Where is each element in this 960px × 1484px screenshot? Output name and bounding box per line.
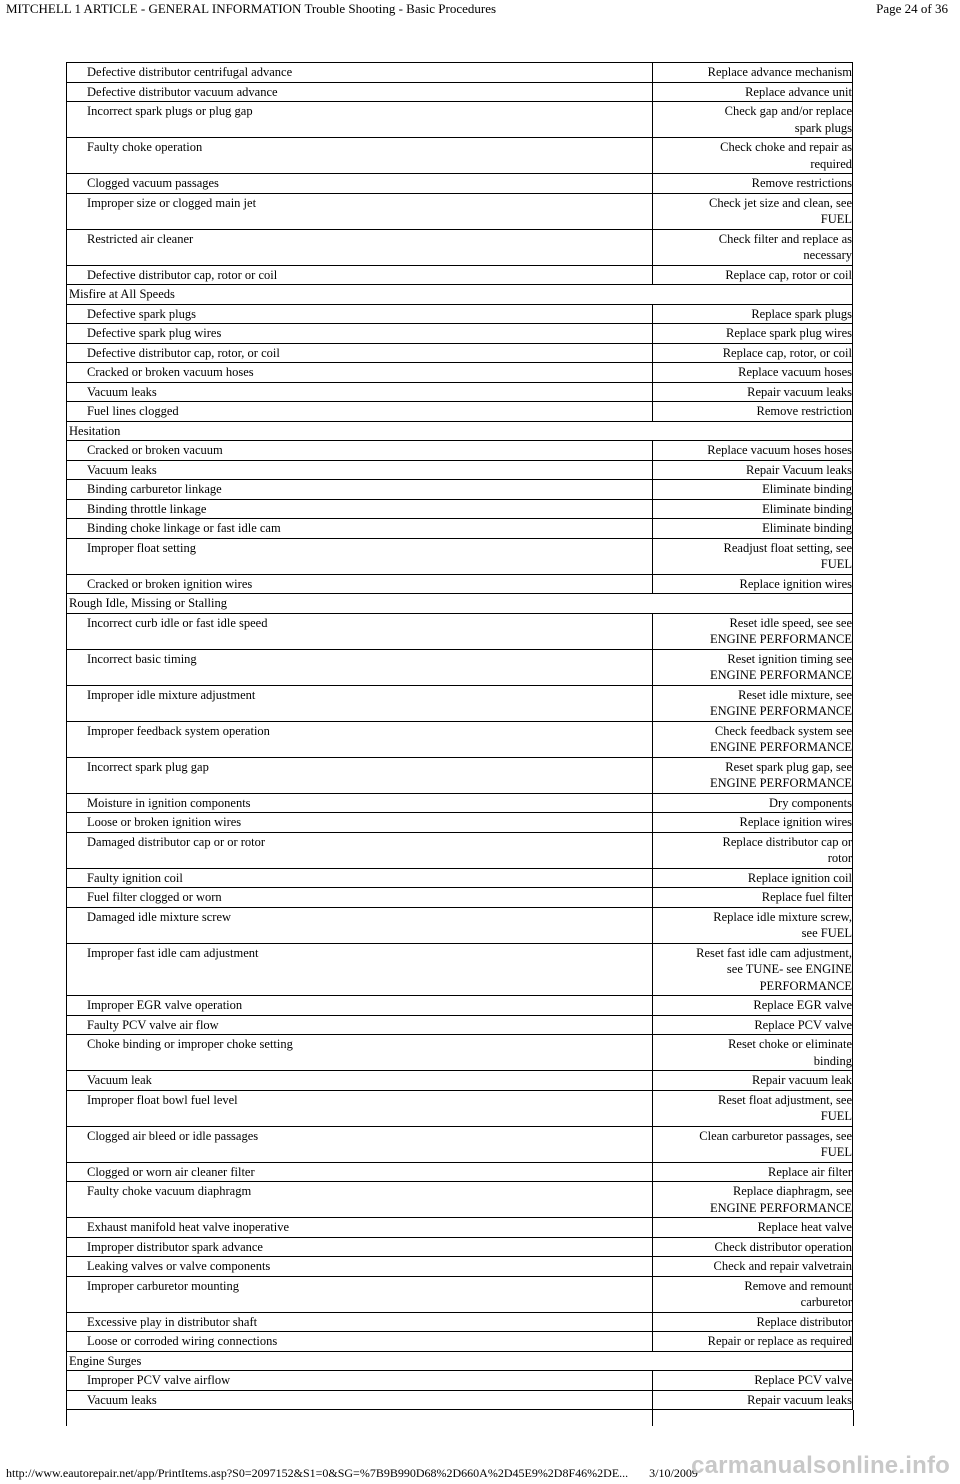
correction-cell: Reset idle mixture, see ENGINE PERFORMANCE: [653, 685, 853, 721]
cause-cell: Defective spark plug wires: [67, 324, 653, 344]
cause-cell: Fuel lines clogged: [67, 402, 653, 422]
table-tail: [66, 1410, 854, 1426]
cause-cell: Cracked or broken vacuum hoses: [67, 363, 653, 383]
footer-date: 3/10/2009: [649, 1466, 698, 1480]
table-row: [67, 324, 853, 344]
correction-cell: Eliminate binding: [653, 519, 853, 539]
troubleshooting-table: [66, 62, 853, 1410]
correction-cell: Replace PCV valve: [653, 1371, 853, 1391]
header-title: MITCHELL 1 ARTICLE - GENERAL INFORMATION Trouble Shooting - Basic Procedures: [6, 1, 497, 16]
table-row: [67, 229, 853, 265]
correction-cell: Reset idle speed, see see ENGINE PERFORMANCE: [653, 613, 853, 649]
cause-cell: Incorrect basic timing: [67, 649, 653, 685]
cause-cell: Binding carburetor linkage: [67, 480, 653, 500]
table-row: [67, 460, 853, 480]
table-row: [67, 402, 853, 422]
table-row: [67, 1332, 853, 1352]
correction-cell: Replace PCV valve: [653, 1015, 853, 1035]
cause-cell: Fuel filter clogged or worn: [67, 888, 653, 908]
cause-cell: Faulty choke vacuum diaphragm: [67, 1182, 653, 1218]
cause-cell: Clogged or worn air cleaner filter: [67, 1162, 653, 1182]
table-row: [67, 1390, 853, 1410]
correction-cell: Repair vacuum leaks: [653, 1390, 853, 1410]
correction-cell: Remove restrictions: [653, 174, 853, 194]
correction-cell: Reset float adjustment, see FUEL: [653, 1090, 853, 1126]
correction-cell: Repair or replace as required: [653, 1332, 853, 1352]
correction-cell: Replace vacuum hoses: [653, 363, 853, 383]
table-row: [67, 1035, 853, 1071]
table-row: [67, 888, 853, 908]
cause-cell: Binding throttle linkage: [67, 499, 653, 519]
category-row: [67, 594, 853, 614]
table-row: [67, 538, 853, 574]
cause-cell: Vacuum leaks: [67, 1390, 653, 1410]
correction-cell: Check distributor operation: [653, 1237, 853, 1257]
table-row: [67, 363, 853, 383]
correction-cell: Replace idle mixture screw, see FUEL: [653, 907, 853, 943]
correction-cell: Check filter and replace as necessary: [653, 229, 853, 265]
cause-cell: Loose or corroded wiring connections: [67, 1332, 653, 1352]
correction-cell: Reset spark plug gap, see ENGINE PERFORMANCE: [653, 757, 853, 793]
cause-cell: Damaged idle mixture screw: [67, 907, 653, 943]
correction-cell: Dry components: [653, 793, 853, 813]
cause-cell: Loose or broken ignition wires: [67, 813, 653, 833]
cause-cell: Damaged distributor cap or or rotor: [67, 832, 653, 868]
table-row: [67, 613, 853, 649]
table-row: [67, 574, 853, 594]
page-number: Page 24 of 36: [876, 1, 948, 16]
table-row: [67, 1071, 853, 1091]
category-row: [67, 1351, 853, 1371]
cause-cell: Defective distributor cap, rotor or coil: [67, 265, 653, 285]
cause-cell: Clogged vacuum passages: [67, 174, 653, 194]
correction-cell: Replace advance unit: [653, 82, 853, 102]
correction-cell: Readjust float setting, see FUEL: [653, 538, 853, 574]
cause-cell: Improper idle mixture adjustment: [67, 685, 653, 721]
cause-cell: Cracked or broken vacuum: [67, 441, 653, 461]
correction-cell: Replace spark plug wires: [653, 324, 853, 344]
correction-cell: Replace EGR valve: [653, 996, 853, 1016]
table-row: [67, 1257, 853, 1277]
correction-cell: Replace ignition wires: [653, 574, 853, 594]
correction-cell: Check and repair valvetrain: [653, 1257, 853, 1277]
table-row: [67, 1218, 853, 1238]
cause-cell: Improper float bowl fuel level: [67, 1090, 653, 1126]
cause-cell: Improper float setting: [67, 538, 653, 574]
cause-cell: Cracked or broken ignition wires: [67, 574, 653, 594]
cause-cell: Incorrect spark plug gap: [67, 757, 653, 793]
cause-cell: Defective spark plugs: [67, 304, 653, 324]
cause-cell: Improper carburetor mounting: [67, 1276, 653, 1312]
correction-cell: Replace air filter: [653, 1162, 853, 1182]
cause-cell: Restricted air cleaner: [67, 229, 653, 265]
category-row: [67, 421, 853, 441]
table-row: [67, 441, 853, 461]
table-row: [67, 265, 853, 285]
cause-cell: Improper feedback system operation: [67, 721, 653, 757]
correction-cell: Replace heat valve: [653, 1218, 853, 1238]
cause-cell: Improper size or clogged main jet: [67, 193, 653, 229]
table-row: [67, 868, 853, 888]
table-row: [67, 793, 853, 813]
table-row: [67, 480, 853, 500]
table-row: [67, 996, 853, 1016]
footer-url[interactable]: [6, 1466, 698, 1481]
table-row: [67, 1090, 853, 1126]
cause-cell: Clogged air bleed or idle passages: [67, 1126, 653, 1162]
table-row: [67, 1126, 853, 1162]
cause-cell: Improper distributor spark advance: [67, 1237, 653, 1257]
correction-cell: Replace cap, rotor or coil: [653, 265, 853, 285]
cause-cell: Faulty PCV valve air flow: [67, 1015, 653, 1035]
table-row: [67, 174, 853, 194]
correction-cell: Replace distributor cap or rotor: [653, 832, 853, 868]
cause-cell: Choke binding or improper choke setting: [67, 1035, 653, 1071]
correction-cell: Replace diaphragm, see ENGINE PERFORMANCE: [653, 1182, 853, 1218]
table-row: [67, 757, 853, 793]
cause-cell: Faulty ignition coil: [67, 868, 653, 888]
table-row: [67, 685, 853, 721]
table-row: [67, 649, 853, 685]
table-row: [67, 519, 853, 539]
category-label: Misfire at All Speeds: [67, 285, 853, 305]
table-row: [67, 63, 853, 83]
correction-cell: Check choke and repair as required: [653, 138, 853, 174]
cause-cell: Improper fast idle cam adjustment: [67, 943, 653, 996]
cause-cell: Vacuum leaks: [67, 460, 653, 480]
correction-cell: Repair vacuum leaks: [653, 382, 853, 402]
watermark-logo: carmanualsonline.info: [691, 1452, 950, 1479]
correction-cell: Reset fast idle cam adjustment, see TUNE- see ENGINE PERFORMANCE: [653, 943, 853, 996]
table-row: [67, 1162, 853, 1182]
table-row: [67, 102, 853, 138]
cause-cell: Faulty choke operation: [67, 138, 653, 174]
footer-url-link[interactable]: http://www.eautorepair.net/app/PrintItems.asp?S0=2097152&S1=0&SG=%7B9B990D68%2D660A%2D45E9%2D8F46%2DE...: [6, 1466, 629, 1480]
table-row: [67, 382, 853, 402]
cause-cell: Defective distributor centrifugal advance: [67, 63, 653, 83]
table-row: [67, 1182, 853, 1218]
table-tail-divider: [652, 1410, 653, 1426]
category-label: Rough Idle, Missing or Stalling: [67, 594, 853, 614]
table-row: [67, 1237, 853, 1257]
table-row: [67, 193, 853, 229]
cause-cell: Vacuum leak: [67, 1071, 653, 1091]
cause-cell: Incorrect curb idle or fast idle speed: [67, 613, 653, 649]
correction-cell: Replace vacuum hoses hoses: [653, 441, 853, 461]
table-row: [67, 1276, 853, 1312]
table-row: [67, 499, 853, 519]
cause-cell: Excessive play in distributor shaft: [67, 1312, 653, 1332]
correction-cell: Check feedback system see ENGINE PERFORMANCE: [653, 721, 853, 757]
table-row: [67, 304, 853, 324]
table-row: [67, 82, 853, 102]
table-row: [67, 832, 853, 868]
correction-cell: Replace ignition coil: [653, 868, 853, 888]
table-row: [67, 721, 853, 757]
correction-cell: Clean carburetor passages, see FUEL: [653, 1126, 853, 1162]
cause-cell: Improper EGR valve operation: [67, 996, 653, 1016]
correction-cell: Check jet size and clean, see FUEL: [653, 193, 853, 229]
cause-cell: Exhaust manifold heat valve inoperative: [67, 1218, 653, 1238]
table-row: [67, 1015, 853, 1035]
correction-cell: Check gap and/or replace spark plugs: [653, 102, 853, 138]
table-row: [67, 907, 853, 943]
correction-cell: Replace fuel filter: [653, 888, 853, 908]
correction-cell: Replace cap, rotor, or coil: [653, 343, 853, 363]
table-row: [67, 1312, 853, 1332]
cause-cell: Improper PCV valve airflow: [67, 1371, 653, 1391]
category-row: [67, 285, 853, 305]
correction-cell: Repair vacuum leak: [653, 1071, 853, 1091]
table-row: [67, 1371, 853, 1391]
correction-cell: Replace advance mechanism: [653, 63, 853, 83]
cause-cell: Moisture in ignition components: [67, 793, 653, 813]
cause-cell: Binding choke linkage or fast idle cam: [67, 519, 653, 539]
table-row: [67, 943, 853, 996]
table-row: [67, 343, 853, 363]
cause-cell: Vacuum leaks: [67, 382, 653, 402]
correction-cell: Eliminate binding: [653, 480, 853, 500]
correction-cell: Remove restriction: [653, 402, 853, 422]
correction-cell: Replace ignition wires: [653, 813, 853, 833]
correction-cell: Repair Vacuum leaks: [653, 460, 853, 480]
category-label: Hesitation: [67, 421, 853, 441]
cause-cell: Leaking valves or valve components: [67, 1257, 653, 1277]
correction-cell: Eliminate binding: [653, 499, 853, 519]
cause-cell: Defective distributor vacuum advance: [67, 82, 653, 102]
correction-cell: Replace spark plugs: [653, 304, 853, 324]
correction-cell: Remove and remount carburetor: [653, 1276, 853, 1312]
cause-cell: Incorrect spark plugs or plug gap: [67, 102, 653, 138]
correction-cell: Reset choke or eliminate binding: [653, 1035, 853, 1071]
correction-cell: Reset ignition timing see ENGINE PERFORMANCE: [653, 649, 853, 685]
category-label: Engine Surges: [67, 1351, 853, 1371]
table-row: [67, 813, 853, 833]
cause-cell: Defective distributor cap, rotor, or coil: [67, 343, 653, 363]
table-row: [67, 138, 853, 174]
correction-cell: Replace distributor: [653, 1312, 853, 1332]
